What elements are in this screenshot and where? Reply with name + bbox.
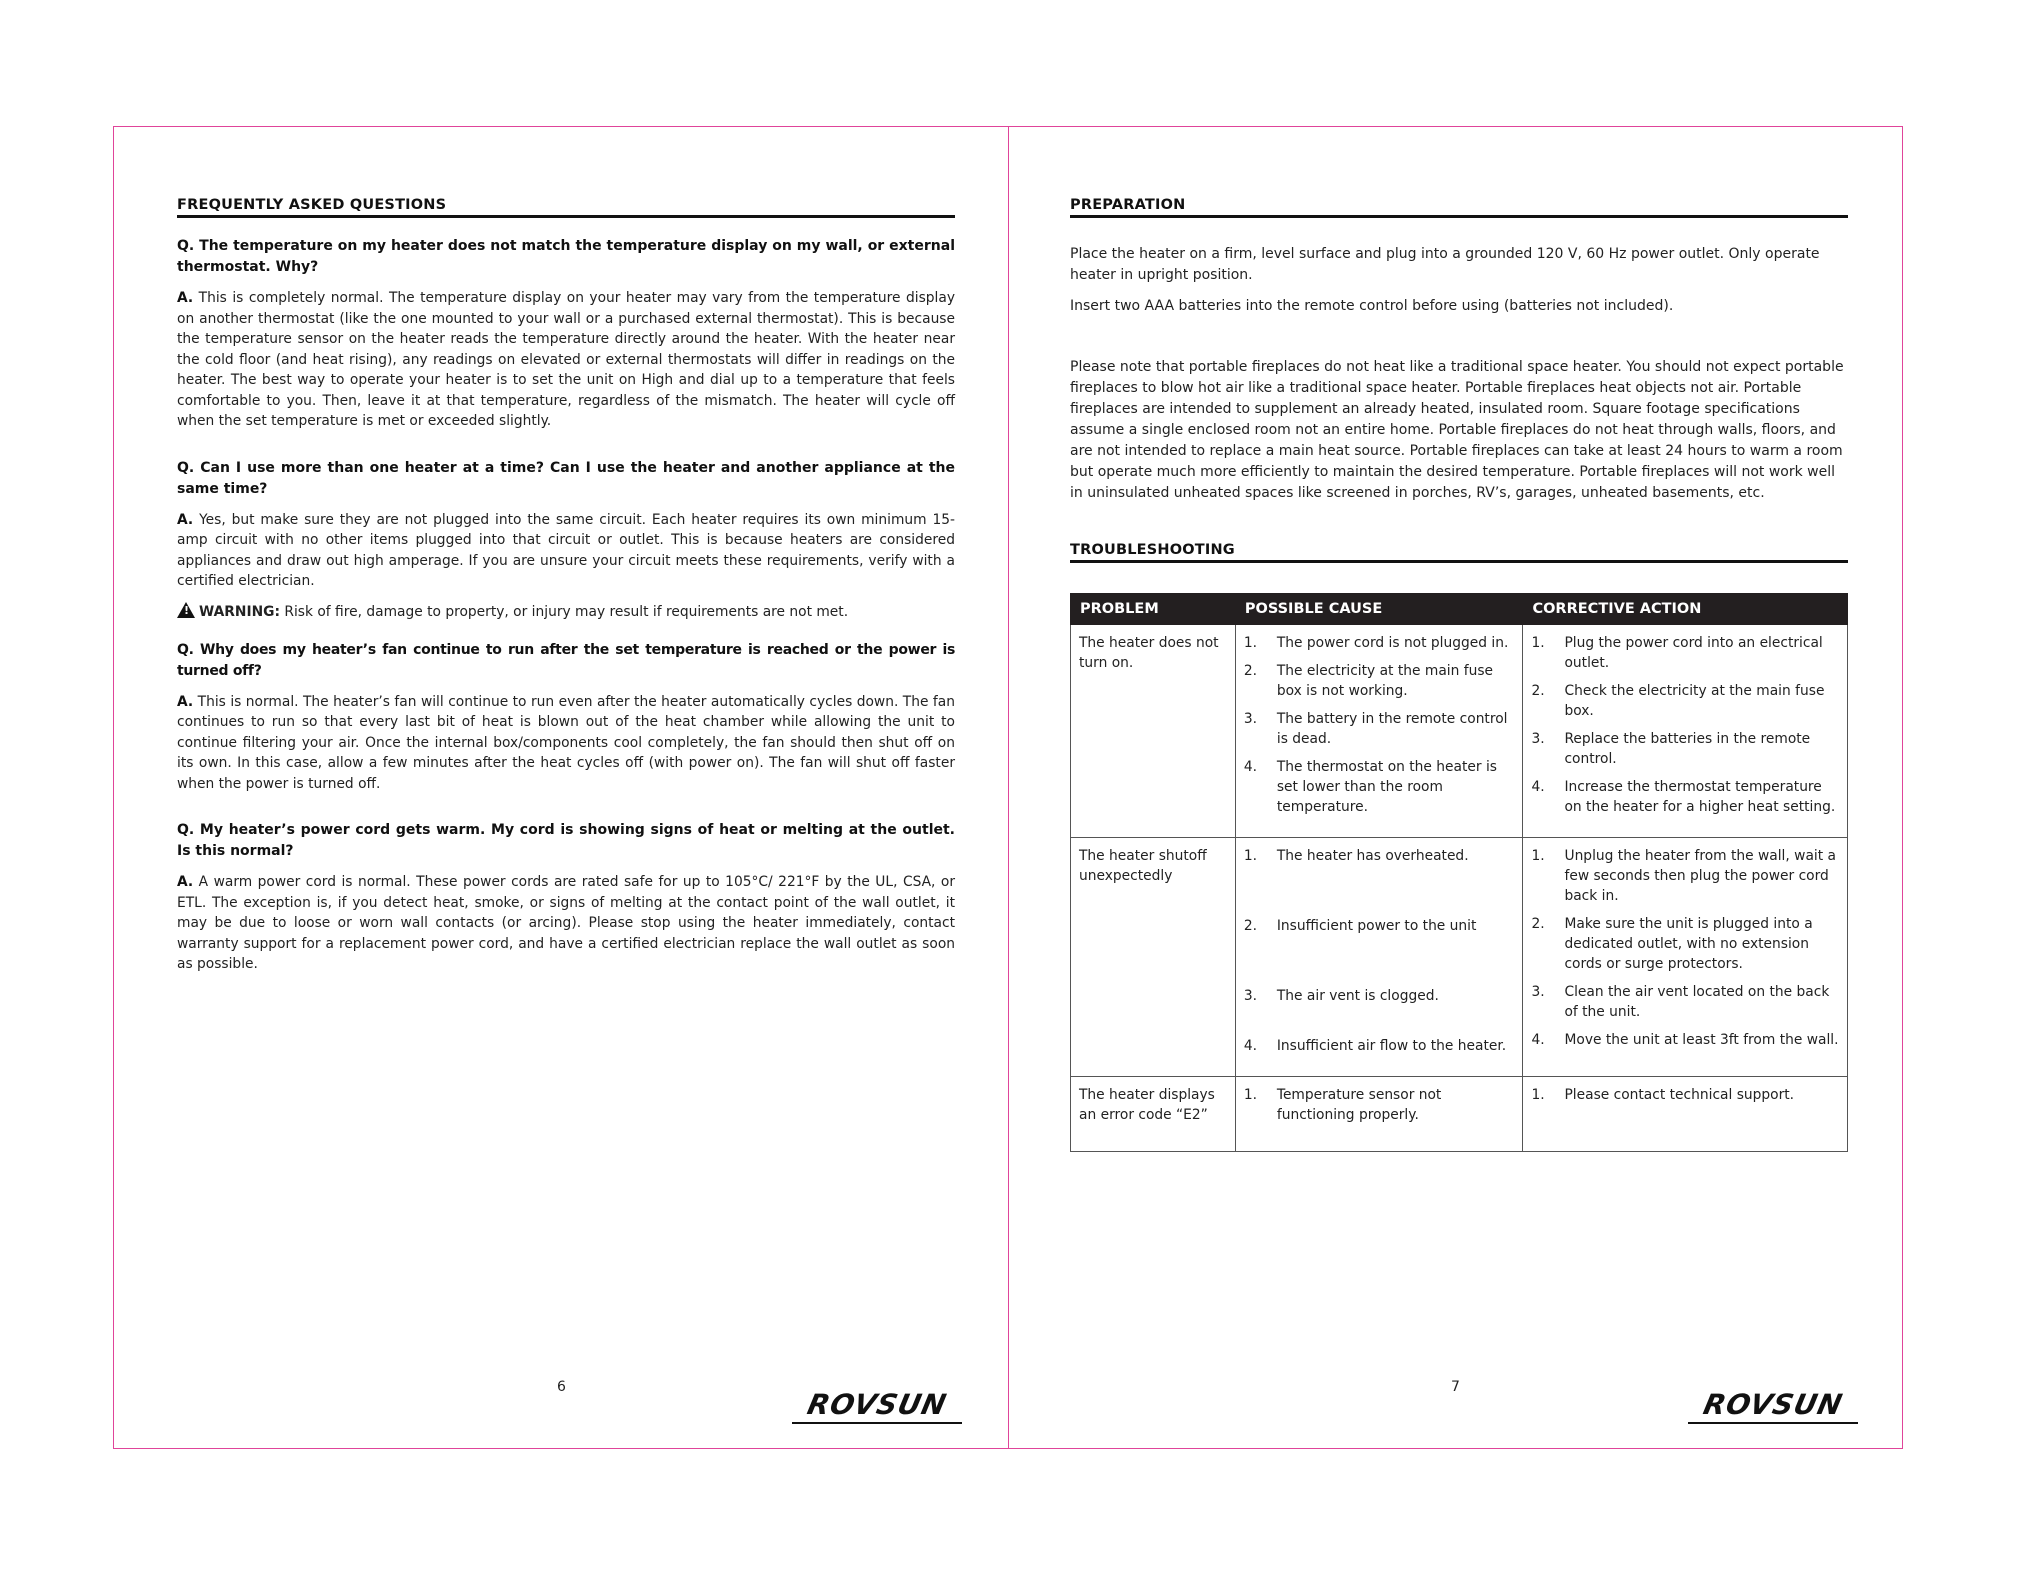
list-number: 4. [1243,759,1258,775]
warning-triangle-icon [177,602,195,618]
action-cell [1523,625,1848,838]
header-problem: PROBLEM [1071,594,1236,625]
faq-question-3: Q. Why does my heater’s fan continue to run after the set temperature is reached or the power is turned off? [177,641,955,679]
answer-text: This is normal. The heater’s fan will continue to run even after the heater automatically cycles down. The fan continues to run so that every last bit of heat is blown out of the heat chamber while allowing the unit to continue filtering your air. Once the internal box/components cool completely, the fan should then shut off on its own. In this case, allow a few minutes after the heat cycles off (with power on). The fan will shut off faster when the power is turned off. [177,693,955,792]
list-text: Insufficient power to the unit [1276,918,1477,934]
list-text: The air vent is clogged. [1276,988,1439,1004]
logo-underline [1688,1422,1858,1424]
table-row [1071,838,1848,1077]
list-text: Please contact technical support. [1564,1087,1795,1103]
preparation-paragraph-2: Insert two AAA batteries into the remote control before using (batteries not included). [1070,298,1674,314]
list-text: Move the unit at least 3ft from the wall. [1564,1032,1839,1048]
faq-question-1: Q. The temperature on my heater does not match the temperature display on my wall, or external thermostat. Why? [177,238,955,275]
list-text: The thermostat on the heater is set lower than the room temperature. [1276,759,1497,815]
list-text: Plug the power cord into an electrical outlet. [1564,635,1823,671]
list-item [1244,846,1515,866]
table-header-row [1071,594,1848,625]
warning-icon-glyph: ! [184,603,190,617]
answer-text: This is completely normal. The temperature display on your heater may vary from the temperature display on another thermostat (like the one mounted to your wall or a purchased external thermostat). This is because the temperature sensor on the heater reads the temperature directly around the heater. With the heater near the cold floor (and heat rising), any readings on elevated or external thermostats will differ in readings on the heater. The best way to operate your heater is to set the unit on High and dial up to a temperature that feels comfortable to you. Then, leave it at that temperature, regardless of the mismatch. The heater will cycle off when the set temperature is met or exceeded slightly. [177,290,955,429]
list-text: The electricity at the main fuse box is not working. [1276,663,1494,699]
list-number: 1. [1531,635,1545,651]
list-number: 2. [1243,663,1258,679]
list-item [1244,916,1515,936]
header-corrective-action: CORRECTIVE ACTION [1523,594,1848,625]
problem-cell: The heater shutoff unexpectedly [1071,838,1236,1077]
left-page [177,197,955,1001]
page-fold-line [1008,126,1009,1449]
list-item [1531,777,1839,817]
list-number: 2. [1243,918,1258,934]
list-item [1244,1036,1515,1056]
list-text: Increase the thermostat temperature on the heater for a higher heat setting. [1564,779,1836,815]
warning-text: Risk of fire, damage to property, or injury may result if requirements are not met. [284,603,849,620]
list-number: 1. [1531,848,1545,864]
faq-answer-4 [177,872,955,975]
list-text: Temperature sensor not functioning properly. [1276,1087,1442,1123]
faq-answer-3 [177,692,955,795]
list-item [1531,914,1839,974]
list-item [1244,986,1515,1006]
answer-text: A warm power cord is normal. These power cords are rated safe for up to 105°C/ 221°F by the UL, CSA, or ETL. The exception is, if you detect heat, smoke, or signs of melting at the contact point of the wall outlet, it may be due to loose or worn wall contacts (or arcing). Please stop using the heater immediately, contact warranty support for a replacement power cord, and have a certified electrician replace the wall outlet as soon as possible. [177,874,956,972]
list-text: Check the electricity at the main fuse box. [1564,683,1825,719]
list-item [1244,633,1515,653]
list-item [1531,1030,1839,1050]
table-row [1071,1077,1848,1152]
preparation-section-title: PREPARATION [1070,197,1848,218]
problem-cell: The heater does not turn on. [1071,625,1236,838]
list-number: 3. [1531,984,1545,1000]
list-number: 4. [1531,779,1545,795]
list-item [1531,633,1839,673]
problem-cell: The heater displays an error code “E2” [1071,1077,1236,1152]
page-number-left: 6 [557,1379,566,1395]
list-number: 2. [1531,916,1545,932]
list-item [1244,661,1515,701]
list-number: 2. [1531,683,1545,699]
list-text: Make sure the unit is plugged into a dedicated outlet, with no extension cords or surge protectors. [1564,916,1813,972]
list-item [1244,1085,1515,1125]
troubleshooting-table [1070,593,1848,1152]
action-cell [1523,838,1848,1077]
list-item [1244,757,1515,817]
list-number: 1. [1243,848,1258,864]
logo-wordmark: ROVSUN [804,1388,950,1421]
answer-prefix: A. [177,290,194,306]
preparation-paragraph-3: Please note that portable fireplaces do not heat like a traditional space heater. You should not expect portable fireplaces to blow hot air like a traditional space heater. Portable fireplaces heat objects not air. Portable fireplaces are intended to supplement an already heated, insulated room. Square footage specifications assume a single enclosed room not an entire home. Portable fireplaces do not heat through walls, floors, and are not intended to replace a main heat source. Portable fireplaces can take at least 24 hours to warm a room but operate much more efficiently to maintain the desired temperature. Portable fireplaces will not work well in uninsulated unheated spaces like screened in porches, RV’s, garages, unheated basements, etc. [1070,359,1844,501]
right-page [1070,197,1848,1152]
faq-answer-2 [177,510,955,592]
answer-prefix: A. [177,511,194,528]
page-number-right: 7 [1451,1379,1460,1395]
logo-wordmark: ROVSUN [1700,1388,1846,1421]
table-row [1071,625,1848,838]
list-text: The power cord is not plugged in. [1276,635,1509,651]
faq-question-4: Q. My heater’s power cord gets warm. My cord is showing signs of heat or melting at the outlet. Is this normal? [177,822,955,859]
answer-prefix: A. [177,693,194,710]
logo-underline [792,1422,962,1424]
faq-answer-1 [177,288,955,432]
cause-cell [1235,625,1523,838]
list-item [1531,729,1839,769]
list-text: Unplug the heater from the wall, wait a few seconds then plug the power cord back in. [1564,848,1836,904]
list-item [1531,846,1839,906]
list-number: 1. [1243,1087,1258,1103]
list-item [1531,1085,1839,1105]
list-number: 4. [1531,1032,1545,1048]
header-possible-cause: POSSIBLE CAUSE [1235,594,1523,625]
warning-label: WARNING: [199,603,280,620]
list-item [1531,681,1839,721]
list-text: Clean the air vent located on the back of the unit. [1564,984,1830,1020]
action-cell [1523,1077,1848,1152]
list-text: Replace the batteries in the remote control. [1564,731,1811,767]
answer-text: Yes, but make sure they are not plugged into the same circuit. Each heater requires its own minimum 15-amp circuit with no other items plugged into that circuit or outlet. This is because heaters are considered appliances and draw out high amperage. If you are unsure your circuit meets these requirements, verify with a certified electrician. [177,511,955,589]
cause-cell [1235,838,1523,1077]
rovsun-logo-left [792,1388,962,1424]
list-number: 3. [1243,988,1258,1004]
rovsun-logo-right [1688,1388,1858,1424]
list-item [1531,982,1839,1022]
list-number: 4. [1243,1038,1258,1054]
list-number: 3. [1531,731,1545,747]
answer-prefix: A. [177,874,194,890]
list-text: The battery in the remote control is dead. [1276,711,1508,747]
faq-section-title: FREQUENTLY ASKED QUESTIONS [177,197,955,218]
list-item [1244,709,1515,749]
list-text: Insufficient air flow to the heater. [1276,1038,1507,1054]
list-number: 1. [1531,1087,1545,1103]
list-text: The heater has overheated. [1276,848,1469,864]
list-number: 3. [1243,711,1258,727]
faq-question-2: Q. Can I use more than one heater at a time? Can I use the heater and another appliance at the same time? [177,459,955,497]
warning-note [177,602,955,622]
cause-cell [1235,1077,1523,1152]
troubleshooting-section-title: TROUBLESHOOTING [1070,542,1848,563]
preparation-paragraph-1: Place the heater on a firm, level surface and plug into a grounded 120 V, 60 Hz power outlet. Only operate heater in upright position. [1070,246,1820,283]
list-number: 1. [1243,635,1258,651]
